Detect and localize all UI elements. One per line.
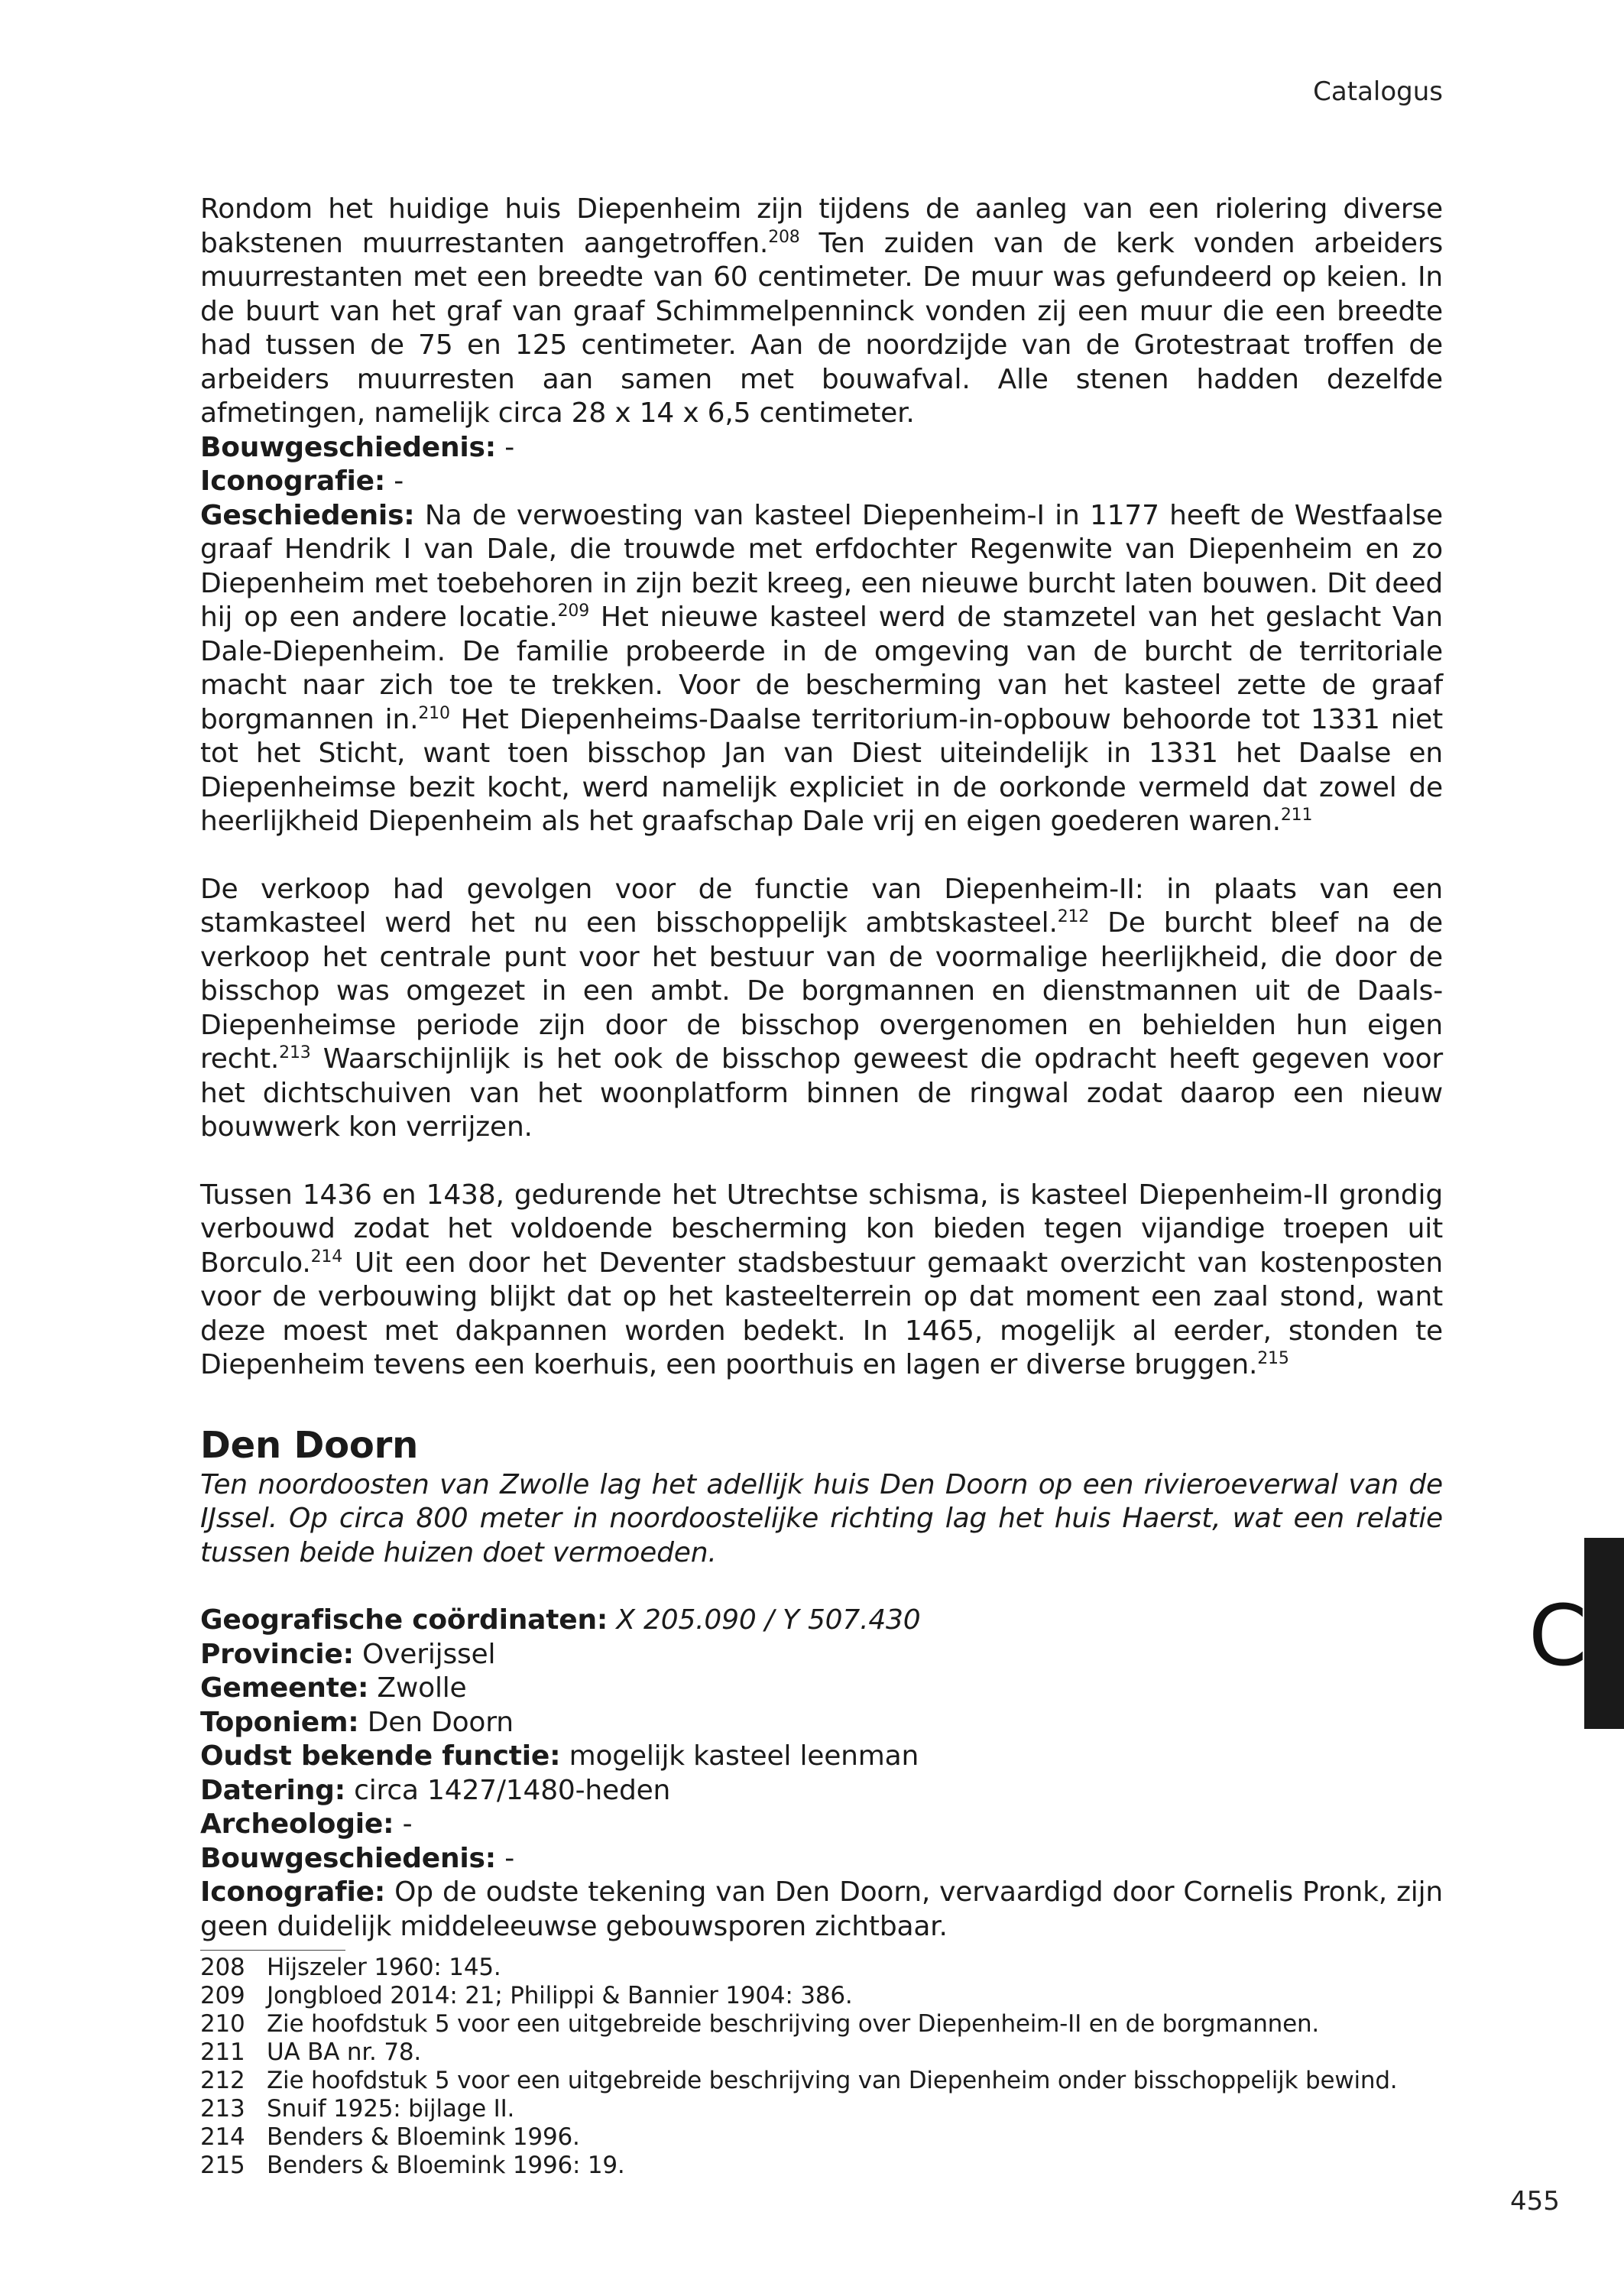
schisma-text-2: Uit een door het Deventer stadsbestuur gemaakt overzicht van kostenposten voor de verbouwing blijkt dat op het kasteelterrein op dat moment een zaal stond, want deze moest met dakpannen worden bedekt. In 1465, mogelijk al eerder, stonden te Diepenheim tevens een koerhuis, een poorthuis en lagen er diverse bruggen.	[200, 1247, 1443, 1380]
field-value: mogelijk kasteel leenman	[560, 1740, 919, 1772]
section-thumb-tab	[1584, 1538, 1624, 1729]
field-label: Oudst bekende functie:	[200, 1740, 561, 1772]
footnote-ref-214[interactable]: 214	[310, 1247, 342, 1267]
running-header: Catalogus	[1313, 76, 1443, 107]
footnote-text: Jongbloed 2014: 21; Philippi & Bannier 1904: 386.	[267, 1982, 853, 2009]
footnote-text: Benders & Bloemink 1996: 19.	[267, 2152, 625, 2179]
footnote-text: UA BA nr. 78.	[267, 2038, 422, 2066]
field-label: Toponiem:	[200, 1706, 359, 1738]
paragraph-gap	[200, 1145, 1443, 1179]
geschiedenis-text-3: Het Diepenheims-Daalse territorium-in-opbouw behoorde tot 1331 niet tot het Sticht, want toen bisschop Jan van Diest uiteindelijk in 1331 het Daalse en Diepenheimse bezit kocht, werd namelijk expliciet in de oorkonde vermeld dat zowel de heerlijkheid Diepenheim als het graafschap Dale vrij en eigen goederen waren.	[200, 703, 1443, 837]
field-value: Op de oudste tekening van Den Doorn, vervaardigd door Cornelis Pronk, zijn geen duidelijk middeleeuwse gebouwsporen zichtbaar.	[200, 1876, 1443, 1942]
verkoop-text-3: Waarschijnlijk is het ook de bisschop geweest die opdracht heeft gegeven voor het dichtschuiven van het woonplatform binnen de ringwal zodat daarop een nieuw bouwwerk kon verrijzen.	[200, 1043, 1443, 1143]
footnote-number: 213	[200, 2095, 245, 2123]
field-oudst-bekende-functie	[200, 1740, 1443, 1774]
field-label: Provincie:	[200, 1638, 354, 1670]
schisma-paragraph	[200, 1179, 1443, 1383]
footnote-text: Zie hoofdstuk 5 voor een uitgebreide beschrijving over Diepenheim-II en de borgmannen.	[267, 2010, 1320, 2038]
field-value: -	[394, 1808, 413, 1840]
intro-text-2: Ten zuiden van de kerk vonden arbeiders muurrestanten met een breedte van 60 centimeter. De muur was gefundeerd op keien. In de buurt van het graf van graaf Schimmelpenninck vonden zij een muur die een breedte had tussen de 75 en 125 centimeter. Aan de noordzijde van de Grotestraat troffen de arbeiders muurresten aan samen met bouwafval. Alle stenen hadden dezelfde afmetingen, namelijk circa 28 x 14 x 6,5 centimeter.	[200, 227, 1443, 429]
footnote-ref-215[interactable]: 215	[1257, 1349, 1289, 1368]
footnote-number: 210	[200, 2010, 245, 2038]
verkoop-paragraph	[200, 873, 1443, 1145]
field-label: Archeologie:	[200, 1808, 394, 1840]
field-bouwgeschiedenis	[200, 431, 1443, 465]
field-iconografie	[200, 465, 1443, 499]
footnote-number: 212	[200, 2067, 245, 2094]
footnote-208	[200, 1954, 1443, 1982]
paragraph-gap	[200, 839, 1443, 873]
paragraph-gap	[200, 1570, 1443, 1604]
geschiedenis-paragraph	[200, 499, 1443, 839]
field-gemeente	[200, 1672, 1443, 1706]
footnote-number: 214	[200, 2123, 245, 2151]
footnote-215	[200, 2152, 1443, 2180]
footnote-209	[200, 1982, 1443, 2010]
field-coordinates	[200, 1604, 1443, 1638]
footnote-number: 215	[200, 2152, 245, 2179]
section-letter: C	[1528, 1587, 1587, 1685]
field-value: X 205.090 / Y 507.430	[608, 1604, 921, 1636]
intro-text-1: Rondom het huidige huis Diepenheim zijn tijdens de aanleg van een riolering diverse bakstenen muurrestanten aangetroffen.	[200, 193, 1443, 259]
verkoop-text-1: De verkoop had gevolgen voor de functie van Diepenheim-II: in plaats van een stamkasteel werd het nu een bisschoppelijk ambtskasteel.	[200, 873, 1443, 939]
field-label: Gemeente:	[200, 1672, 369, 1704]
footnote-number: 208	[200, 1954, 245, 1981]
footnote-number: 209	[200, 1982, 245, 2009]
footnote-ref-211[interactable]: 211	[1280, 806, 1313, 825]
field-archeologie	[200, 1808, 1443, 1842]
field-label: Bouwgeschiedenis:	[200, 1842, 496, 1874]
page-body	[200, 193, 1443, 2180]
page-number: 455	[1510, 2186, 1560, 2217]
field-value: Overijssel	[353, 1638, 496, 1670]
field-label: Iconografie:	[200, 465, 386, 497]
footnote-ref-210[interactable]: 210	[418, 703, 450, 723]
field-value: -	[385, 465, 404, 497]
footnote-ref-208[interactable]: 208	[768, 227, 800, 247]
footnote-214	[200, 2123, 1443, 2152]
footnote-213	[200, 2095, 1443, 2123]
footnotes	[200, 1954, 1443, 2180]
field-toponiem	[200, 1706, 1443, 1740]
footnote-ref-212[interactable]: 212	[1057, 907, 1090, 926]
footnote-text: Snuif 1925: bijlage II.	[267, 2095, 515, 2123]
field-label: Bouwgeschiedenis:	[200, 431, 496, 463]
intro-paragraph	[200, 193, 1443, 431]
field-value: circa 1427/1480-heden	[345, 1774, 671, 1806]
footnote-divider	[200, 1950, 345, 1951]
footnote-210	[200, 2010, 1443, 2038]
field-label: Iconografie:	[200, 1876, 386, 1908]
field-value: -	[495, 431, 515, 463]
field-iconografie	[200, 1876, 1443, 1944]
section-lede: Ten noordoosten van Zwolle lag het adellijk huis Den Doorn op een rivieroeverwal van de IJssel. Op circa 800 meter in noordoostelijke richting lag het huis Haerst, wat een relatie tussen beide huizen doet vermoeden.	[200, 1468, 1443, 1568]
schisma-text-1: Tussen 1436 en 1438, gedurende het Utrechtse schisma, is kasteel Diepenheim-II grondig verbouwd zodat het voldoende bescherming kon bieden tegen vijandige troepen uit Borculo.	[200, 1179, 1443, 1279]
field-bouwgeschiedenis	[200, 1842, 1443, 1876]
footnote-text: Benders & Bloemink 1996.	[267, 2123, 580, 2151]
footnote-ref-213[interactable]: 213	[279, 1043, 311, 1062]
field-provincie	[200, 1638, 1443, 1672]
geschiedenis-text-2: Het nieuwe kasteel werd de stamzetel van het geslacht Van Dale-Diepenheim. De familie probeerde in de omgeving van de burcht de territoriale macht naar zich toe te trekken. Voor de bescherming van het kasteel zette de graaf borgmannen in.	[200, 602, 1443, 735]
section-title-den-doorn: Den Doorn	[200, 1423, 419, 1467]
footnote-211	[200, 2038, 1443, 2067]
footnote-ref-209[interactable]: 209	[557, 602, 590, 621]
field-label: Geografische coördinaten:	[200, 1604, 608, 1636]
field-label: Datering:	[200, 1774, 345, 1806]
field-value: -	[495, 1842, 515, 1874]
footnote-text: Zie hoofdstuk 5 voor een uitgebreide beschrijving van Diepenheim onder bisschoppelijk bewind.	[267, 2067, 1398, 2094]
field-datering	[200, 1774, 1443, 1808]
footnote-212	[200, 2067, 1443, 2095]
geschiedenis-label: Geschiedenis:	[200, 499, 415, 531]
footnote-number: 211	[200, 2038, 245, 2066]
verkoop-text-2: De burcht bleef na de verkoop het centrale punt voor het bestuur van de voormalige heerlijkheid, die door de bisschop was omgezet in een ambt. De borgmannen en dienstmannen uit de Daals-Diepenheimse periode zijn door de bisschop overgenomen en behielden hun eigen recht.	[200, 907, 1443, 1075]
geschiedenis-text-1: Na de verwoesting van kasteel Diepenheim-I in 1177 heeft de Westfaalse graaf Hendrik I van Dale, die trouwde met erfdochter Regenwite van Diepenheim en zo Diepenheim met toebehoren in zijn bezit kreeg, een nieuwe burcht laten bouwen. Dit deed hij op een andere locatie.	[200, 499, 1443, 633]
footnote-text: Hijszeler 1960: 145.	[267, 1954, 501, 1981]
section-gap	[200, 1383, 1443, 1422]
field-value: Zwolle	[368, 1672, 467, 1704]
field-value: Den Doorn	[358, 1706, 514, 1738]
